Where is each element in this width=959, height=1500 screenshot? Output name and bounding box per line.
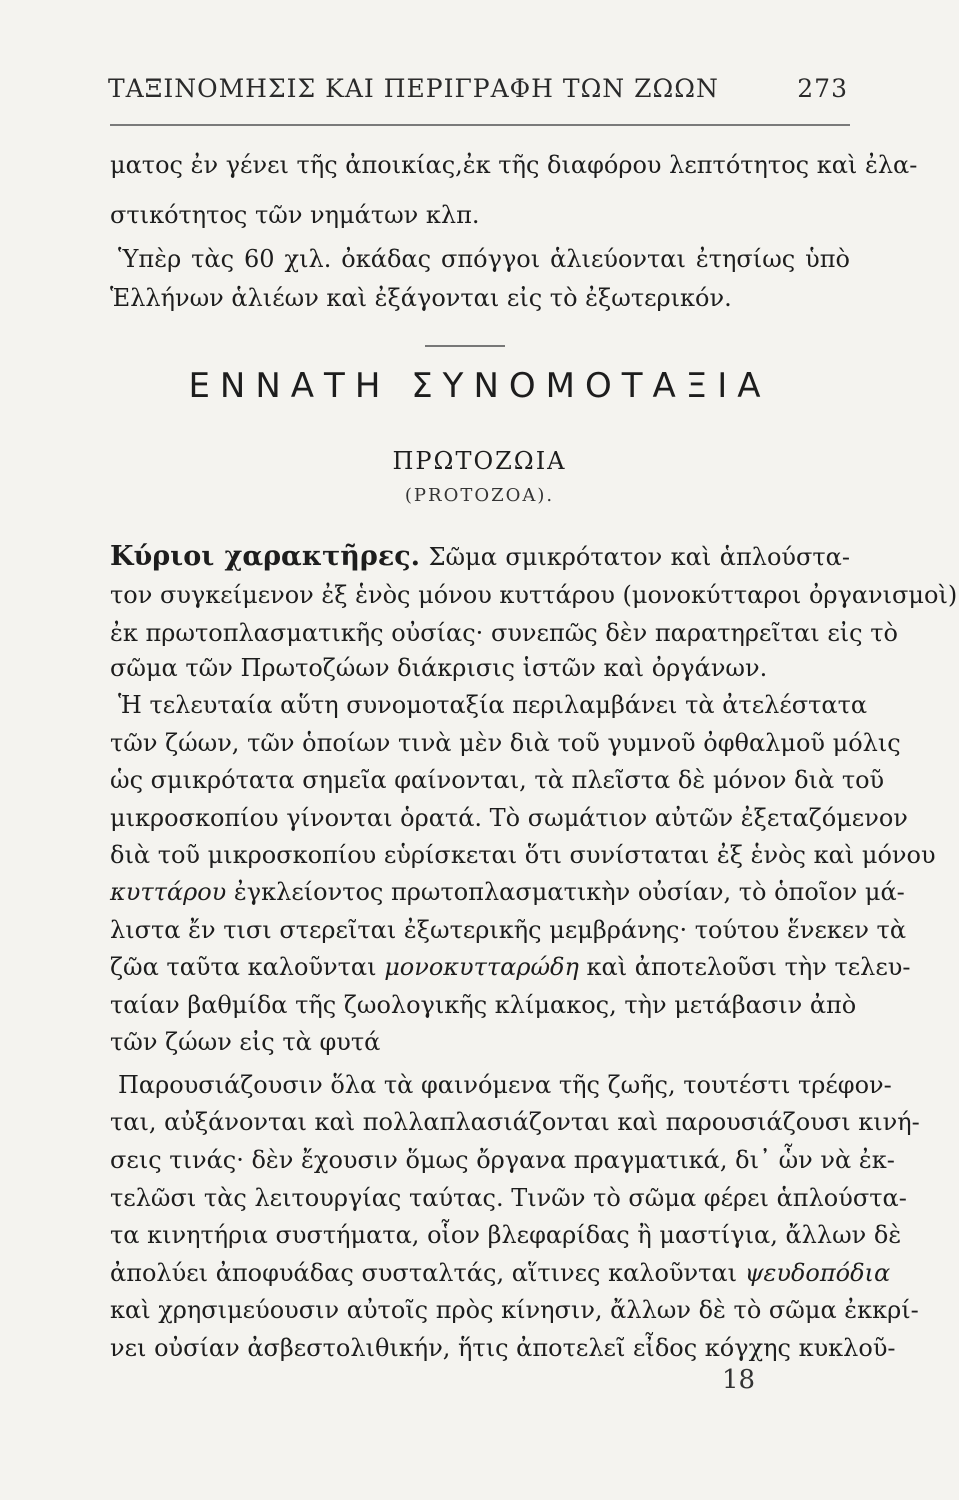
paragraph-3-line-6-text: ἀπολύει ἀποφυάδας συσταλτάς, αἵτινες καλοῦνται (110, 1259, 738, 1287)
paragraph-2-line-5: διὰ τοῦ μικροσκοπίου εὑρίσκεται ὅτι συνίσταται ἐξ ἑνὸς καὶ μόνου (110, 841, 936, 869)
printer-signature: 18 (722, 1365, 756, 1395)
page-number: 273 (797, 74, 848, 103)
paragraph-2-line-2: τῶν ζώων, τῶν ὁποίων τινὰ μὲν διὰ τοῦ γυμνοῦ ὀφθαλμοῦ μόλις (110, 729, 901, 757)
paragraph-2-line-6-text: ἐγκλείοντος πρωτοπλασματικὴν οὐσίαν, τὸ ὁποῖον μά- (233, 878, 905, 906)
paragraph-1-line-1-text: Σῶμα σμικρότατον καὶ ἁπλούστα- (428, 543, 850, 571)
paragraph-2-line-8-start: ζῶα ταῦτα καλοῦνται (110, 953, 377, 981)
intro-line-4: Ἑλλήνων ἁλιέων καὶ ἐξάγονται εἰς τὸ ἐξωτερικόν. (110, 284, 732, 312)
paragraph-3-line-8: νει οὐσίαν ἀσβεστολιθικήν, ἥτις ἀποτελεῖ εἶδος κόγχης κυκλοῦ- (110, 1334, 896, 1362)
paragraph-2-line-6 (110, 877, 905, 907)
paragraph-2-line-7: λιστα ἔν τισι στερεῖται ἐξωτερικῆς μεμβράνης· τούτου ἕνεκεν τὰ (110, 916, 907, 944)
intro-line-3: Ὑπὲρ τὰς 60 χιλ. ὀκάδας σπόγγοι ἁλιεύονται ἐτησίως ὑπὸ (118, 245, 850, 273)
paragraph-2-line-3: ὡς σμικρότατα σημεῖα φαίνονται, τὰ πλεῖστα δὲ μόνον διὰ τοῦ (110, 766, 885, 794)
main-characteristics-label: Κύριοι χαρακτῆρες. (110, 541, 421, 572)
paragraph-2-line-4: μικροσκοπίου γίνονται ὁρατά. Τὸ σωμάτιον αὐτῶν ἐξεταζόμενον (110, 804, 908, 832)
paragraph-3-line-2: ται, αὐξάνονται καὶ πολλαπλασιάζονται καὶ παρουσιάζουσι κινή- (110, 1108, 920, 1136)
paragraph-3-line-4: τελῶσι τὰς λειτουργίας ταύτας. Τινῶν τὸ σῶμα φέρει ἁπλούστα- (110, 1184, 907, 1212)
running-head-title: ΤΑΞΙΝΟΜΗΣΙΣ ΚΑΙ ΠΕΡΙΓΡΑΦΗ ΤΩΝ ΖΩΩΝ (108, 74, 719, 103)
section-divider (425, 345, 505, 347)
paragraph-1-line-3: ἐκ πρωτοπλασματικῆς οὐσίας· συνεπῶς δὲν παρατηρεῖται εἰς τὸ (110, 619, 898, 647)
paragraph-3-line-1: Παρουσιάζουσιν ὅλα τὰ φαινόμενα τῆς ζωῆς, τουτέστι τρέφον- (118, 1071, 892, 1099)
paragraph-2-line-9: ταίαν βαθμίδα τῆς ζωολογικῆς κλίμακος, τὴν μετάβασιν ἀπὸ (110, 991, 857, 1019)
section-subheading: ΠΡΩΤΟΖΩΙΑ (392, 447, 567, 475)
paragraph-1-line-4: σῶμα τῶν Πρωτοζώων διάκρισις ἱστῶν καὶ ὀργάνων. (110, 654, 768, 682)
italic-term-cell: κυττάρου (110, 878, 227, 906)
paragraph-2-line-8-end: καὶ ἀποτελοῦσι τὴν τελευ- (586, 953, 911, 981)
paragraph-1-line-1 (110, 540, 850, 574)
intro-line-1: ματος ἐν γένει τῆς ἀποικίας,ἐκ τῆς διαφόρου λεπτότητος καὶ ἐλα- (110, 151, 918, 179)
section-latin-name: (PROTOZOA). (404, 485, 555, 506)
paragraph-2-line-10: τῶν ζώων εἰς τὰ φυτά (110, 1028, 381, 1056)
paragraph-2-line-1: Ἡ τελευταία αὕτη συνομοταξία περιλαμβάνει τὰ ἀτελέστατα (118, 691, 868, 719)
intro-line-2: στικότητος τῶν νημάτων κλπ. (110, 201, 480, 229)
paragraph-3-line-6 (110, 1258, 891, 1288)
italic-term-pseudopodia: ψευδοπόδια (744, 1259, 891, 1287)
header-rule (110, 124, 850, 126)
italic-term-unicellular: μονοκυτταρώδη (384, 953, 579, 981)
paragraph-2-line-8 (110, 952, 911, 982)
paragraph-3-line-3: σεις τινάς· δὲν ἔχουσιν ὅμως ὄργανα πραγματικά, δι᾽ ὧν νὰ ἐκ- (110, 1146, 895, 1174)
paragraph-1-line-2: τον συγκείμενον ἐξ ἑνὸς μόνου κυττάρου (μονοκύτταροι ὀργανισμοὶ) (110, 581, 958, 609)
paragraph-3-line-7: καὶ χρησιμεύουσιν αὐτοῖς πρὸς κίνησιν, ἄλλων δὲ τὸ σῶμα ἐκκρί- (110, 1296, 919, 1324)
paragraph-3-line-5: τα κινητήρια συστήματα, οἷον βλεφαρίδας ἢ μαστίγια, ἄλλων δὲ (110, 1221, 902, 1249)
section-heading: ΕΝΝΑΤΗ ΣΥΝΟΜΟΤΑΞΙΑ (188, 366, 771, 406)
